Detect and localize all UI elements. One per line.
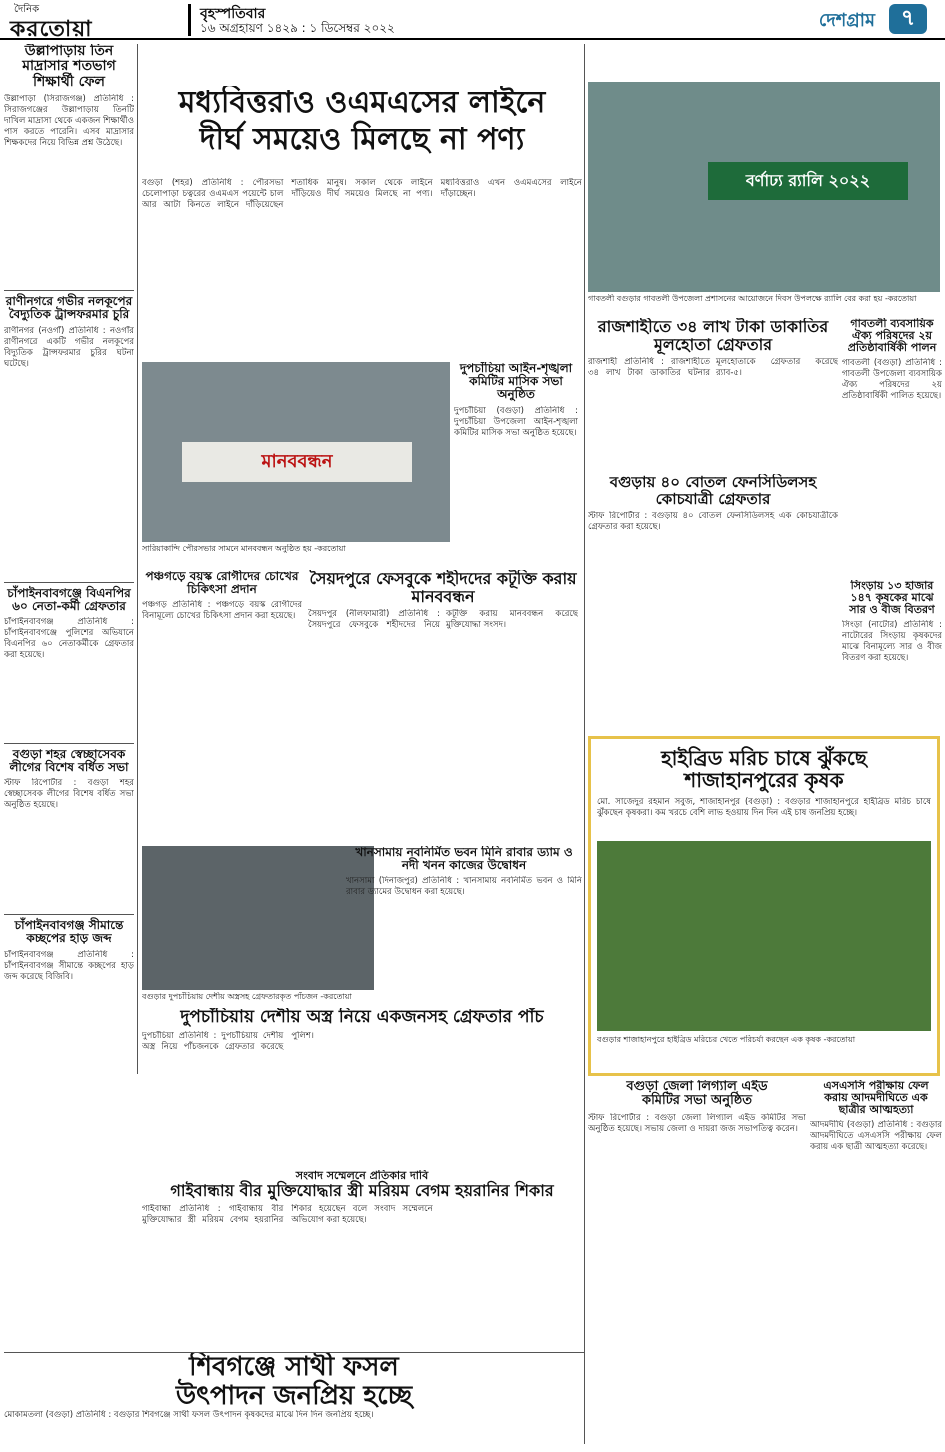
- left-article-3: [4, 582, 134, 737]
- article-headline: সিংড়ায় ১৩ হাজার ১৪৭ কৃষকের মাঝে সার ও বীজ বিতরণ: [849, 580, 935, 617]
- article-headline: চাঁপাইনবাবগঞ্জ সীমান্তে কচ্ছপের হাড় জব্দ: [14, 918, 124, 946]
- article-headline: চাঁপাইনবাবগঞ্জে বিএনপির ৬০ নেতা-কর্মী গ্রেফতার: [7, 585, 131, 613]
- lead-headline-line-1: মধ্যবিত্তরাও ওএমএসের লাইনে: [178, 86, 546, 120]
- student-suicide-article: [810, 1080, 942, 1446]
- article-headline: উল্লাপাড়ায় তিন মাদ্রাসার শতভাগ শিক্ষার্থী ফেল: [22, 44, 116, 90]
- feature-headline-line-1: হাইব্রিড মরিচ চাষে ঝুঁকছে: [661, 746, 867, 770]
- article-body: দুপচাঁচিয়া (বগুড়া) প্রতিনিধি : দুপচাঁচিয়া উপজেলা আইন-শৃঙ্খলা কমিটির মাসিক সভা অনুষ্ঠিত হয়েছে।: [454, 405, 578, 438]
- rally-photo: [588, 82, 940, 292]
- saidpur-article: [308, 570, 578, 840]
- left-article-1: [4, 44, 134, 284]
- lead-body: বগুড়া (শহর) প্রতিনিধি : পৌরসভা চেলোপাড়া চত্বরের ওএমএস পয়েন্টে চাল আর আটা কিনতে লাইনে দাঁড়িয়েছেন শতাধিক মানুষ। সকাল থেকে লাইনে দাঁড়িয়েও দীর্ঘ সময়েও মিলছে না পণ্য। মধ্যবিত্তরাও এখন ওএমএসের লাইনে দাঁড়াচ্ছেন।: [142, 178, 582, 210]
- article-headline-line-2: কমিটির সভা অনুষ্ঠিত: [641, 1093, 753, 1109]
- shibganj-crop-article: [4, 1352, 584, 1448]
- page-number: ৭: [889, 4, 927, 34]
- eye-treatment-article: [142, 570, 302, 840]
- article-headline-line-1: বগুড়া জেলা লিগ্যাল এইড: [626, 1080, 768, 1094]
- article-body: দুপচাঁচিয়া প্রতিনিধি : দুপচাঁচিয়ায় দেশীয় অস্ত্র নিয়ে পাঁচজনকে গ্রেফতার করেছে পুলিশ।: [142, 1030, 314, 1052]
- rally-banner: বর্ণাঢ্য র‍্যালি ২০২২: [708, 162, 908, 200]
- feature-box: [588, 736, 940, 1076]
- article-headline: দুপচাঁচিয়ায় দেশীয় অস্ত্র নিয়ে একজনসহ গ্রেফতার পাঁচ: [180, 1008, 544, 1027]
- gaibandha-article: [142, 1170, 582, 1350]
- issue-date: ১৬ অগ্রহায়ণ ১৪২৯ : ১ ডিসেম্বর ২০২২: [200, 21, 395, 35]
- article-headline-line-2: করায় আদমদীঘিতে এক: [824, 1091, 928, 1105]
- article-body: চাঁপাইনবাবগঞ্জ প্রতিনিধি : চাঁপাইনবাবগঞ্জে পুলিশের অভিযানে বিএনপির ৬০ নেতাকর্মীকে গ্রেফতার করা হয়েছে।: [4, 616, 134, 660]
- article-headline-line-2: উৎপাদন জনপ্রিয় হচ্ছে: [175, 1380, 413, 1411]
- lead-headline-line-2: দীর্ঘ সময়েও মিলছে না পণ্য: [199, 122, 525, 157]
- article-headline: পঞ্চগড়ে বয়স্ক রোগীদের চোখের চিকিৎসা প্রদান: [145, 570, 299, 597]
- gabtoli-article: [842, 318, 942, 578]
- article-body: সিংড়া (নাটোর) প্রতিনিধি : নাটোরের সিংড়ায় কৃষকদের মাঝে বিনামূল্যে সার ও বীজ বিতরণ করা হয়েছে।: [842, 620, 942, 664]
- article-body: রাণীনগর (নওগাঁ) প্রতিনিধি : নওগাঁর রাণীনগরে একটি গভীর নলকূপের বিদ্যুতিক ট্রান্সফরমার চুরির ঘটনা ঘটেছে।: [4, 325, 134, 369]
- left-news-column: [4, 44, 134, 1074]
- article-body: স্টাফ রিপোর্টার : বগুড়া জেলা লিগ্যাল এইড কমিটির সভা অনুষ্ঠিত হয়েছে। সভায় জেলা ও দায়রা জজ সভাপতিত্ব করেন।: [588, 1112, 806, 1134]
- human-chain-photo: [142, 362, 450, 542]
- suspects-photo: [142, 846, 374, 990]
- issue-day: বৃহস্পতিবার: [200, 6, 266, 22]
- legal-aid-article: [588, 1080, 806, 1446]
- article-headline: সৈয়দপুরে ফেসবুকে শহীদদের কটূক্তি করায় মানববন্ধন: [309, 570, 577, 606]
- banner: মানববন্ধন: [182, 442, 412, 482]
- feature-headline-line-2: শাজাহানপুরের কৃষক: [684, 768, 844, 792]
- article-headline-line-1: এসএসসি পরীক্ষায় ফেল: [823, 1080, 929, 1092]
- article-headline: রাজশাহীতে ৩৪ লাখ টাকা ডাকাতির মূলহোতা গ্রেফতার: [597, 318, 829, 354]
- article-headline: গাবতলী ব্যবসায়িক ঐক্য পরিষদের ২য় প্রতিষ্ঠাবার্ষিকী পালন: [847, 318, 937, 355]
- article-body: স্টাফ রিপোর্টার : বগুড়া শহর স্বেচ্ছাসেবক লীগের বিশেষ বর্ধিত সভা অনুষ্ঠিত হয়েছে।: [4, 778, 134, 811]
- article-headline: গাইবান্ধায় বীর মুক্তিযোদ্ধার স্ত্রী মরিয়ম বেগম হয়রানির শিকার: [170, 1181, 554, 1201]
- article-body: সৈয়দপুর (নীলফামারী) প্রতিনিধি : সৈয়দপুরে ফেসবুকে শহীদদের নিয়ে কটূক্তি করায় মানববন্ধন করেছে মুক্তিযোদ্ধা সংসদ।: [308, 609, 578, 631]
- law-order-article: [454, 362, 578, 567]
- newspaper-logo: করতোয়া: [10, 17, 93, 40]
- arms-article: [142, 1008, 582, 1168]
- article-body: রাজশাহী প্রতিনিধি : রাজশাহীতে ৩৪ লাখ টাকা ডাকাতির ঘটনার মূলহোতাকে গ্রেফতার করেছে র‍্যাব-৫।: [588, 357, 838, 379]
- article-headline-line-1: শিবগঞ্জে সাথী ফসল: [189, 1352, 399, 1382]
- masthead: [0, 0, 945, 40]
- chili-field-photo: [597, 841, 931, 1031]
- article-body: খানসামা (দিনাজপুর) প্রতিনিধি : খানসামায় নবনির্মিত ভবন ও মিনি রাবার ড্যামের উদ্বোধন করা হয়েছে।: [346, 876, 582, 898]
- article-headline: বগুড়ায় ৪০ বোতল ফেনসিডিলসহ কোচযাত্রী গ্রেফতার: [609, 474, 817, 508]
- article-headline: খানসামায় নবনির্মিত ভবন মিনি রাবার ড্যাম ও নদী খনন কাজের উদ্বোধন: [355, 846, 573, 873]
- article-body: আদমদীঘি (বগুড়া) প্রতিনিধি : বগুড়ার আদমদীঘিতে এসএসসি পরীক্ষায় ফেল করায় এক ছাত্রী আত্মহত্যা করেছে।: [810, 1120, 942, 1153]
- article-subhead: সংবাদ সম্মেলনে প্রতিকার দাবি: [295, 1170, 429, 1182]
- singra-article: [842, 580, 942, 730]
- article-headline-line-3: ছাত্রীর আত্মহত্যা: [838, 1103, 914, 1117]
- feature-body: মো. সাজেদুর রহমান সবুজ, শাজাহানপুর (বগুড়া) : বগুড়ার শাজাহানপুরে হাইব্রিড মরিচ চাষে ঝুঁকছেন কৃষকরা। কম খরচে বেশি লাভ হওয়ায় দিন দিন এই চাষ জনপ্রিয় হচ্ছে।: [597, 797, 931, 818]
- article-body: উল্লাপাড়া (সিরাজগঞ্জ) প্রতিনিধি : সিরাজগঞ্জের উল্লাপাড়ায় তিনটি দাখিল মাদ্রাসা থেকে একজন শিক্ষার্থীও পাস করতে পারেনি। এসব মাদ্রাসার শিক্ষকদের নিয়ে বিভিন্ন প্রশ্ন উঠেছে।: [4, 94, 134, 149]
- section-title: দেশগ্রাম: [818, 10, 875, 31]
- left-bottom-filler: [4, 1100, 138, 1350]
- khansama-article: [346, 846, 582, 996]
- article-headline: দুপচাঁচিয়া আইন-শৃঙ্খলা কমিটির মাসিক সভা অনুষ্ঠিত: [459, 362, 573, 402]
- article-body: পঞ্চগড় প্রতিনিধি : পঞ্চগড়ে বয়স্ক রোগীদের বিনামূল্যে চোখের চিকিৎসা প্রদান করা হয়েছে।: [142, 600, 302, 622]
- photo-caption: গাবতলী বগুড়ার গাবতলী উপজেলা প্রশাসনের আয়োজনে দিবস উপলক্ষে র‍্যালি বের করা হয় -করতোয়া: [588, 294, 917, 303]
- column-rule: [584, 44, 585, 1444]
- article-body: গাইবান্ধা প্রতিনিধি : গাইবান্ধায় বীর মুক্তিযোদ্ধার স্ত্রী মরিয়ম বেগম হয়রানির শিকার হয়েছেন বলে সংবাদ সম্মেলনে অভিযোগ করা হয়েছে।: [142, 1203, 433, 1225]
- article-body: চাঁপাইনবাবগঞ্জ প্রতিনিধি : চাঁপাইনবাবগঞ্জ সীমান্তে কচ্ছপের হাড় জব্দ করেছে বিজিবি।: [4, 949, 134, 982]
- photo-caption: সারিয়াকান্দি পৌরসভার সামনে মানববন্ধন অনুষ্ঠিত হয় -করতোয়া: [142, 544, 346, 553]
- photo-caption: বগুড়ার শাজাহানপুরে হাইব্রিড মরিচের খেতে পরিচর্যা করছেন এক কৃষক -করতোয়া: [597, 1035, 856, 1044]
- rajshahi-article: [588, 318, 838, 468]
- left-article-5: [4, 914, 134, 1074]
- article-body: গাবতলী (বগুড়া) প্রতিনিধি : গাবতলী উপজেলা ব্যবসায়িক ঐক্য পরিষদের ২য় প্রতিষ্ঠাবার্ষিকী পালিত হয়েছে।: [842, 358, 942, 402]
- left-article-2: [4, 290, 134, 575]
- lead-headline: [142, 86, 582, 172]
- article-headline: রাণীনগরে গভীর নলকূপের বৈদ্যুতিক ট্রান্সফরমার চুরি: [5, 294, 133, 322]
- photo-caption: বগুড়ার দুপচাঁচিয়ায় দেশীয় অস্ত্রসহ গ্রেফতারকৃত পাঁচজন -করতোয়া: [142, 992, 352, 1001]
- article-body: স্টাফ রিপোর্টার : বগুড়ায় ৪০ বোতল ফেনসিডিলসহ এক কোচযাত্রীকে গ্রেফতার করা হয়েছে।: [588, 511, 838, 532]
- article-headline: বগুড়া শহর স্বেচ্ছাসেবক লীগের বিশেষ বর্ধিত সভা: [9, 746, 129, 775]
- article-body: মোকামতলা (বগুড়া) প্রতিনিধি : বগুড়ার শিবগঞ্জে সাথী ফসল উৎপাদন কৃষকদের মাঝে দিন দিন জনপ্রিয় হচ্ছে।: [4, 1410, 374, 1421]
- divider: [188, 4, 191, 36]
- logo-prefix: দৈনিক: [14, 4, 40, 15]
- column-rule: [137, 44, 138, 1074]
- spacer: [142, 1000, 143, 1001]
- phensidyl-article: [588, 474, 838, 624]
- left-article-4: [4, 743, 134, 908]
